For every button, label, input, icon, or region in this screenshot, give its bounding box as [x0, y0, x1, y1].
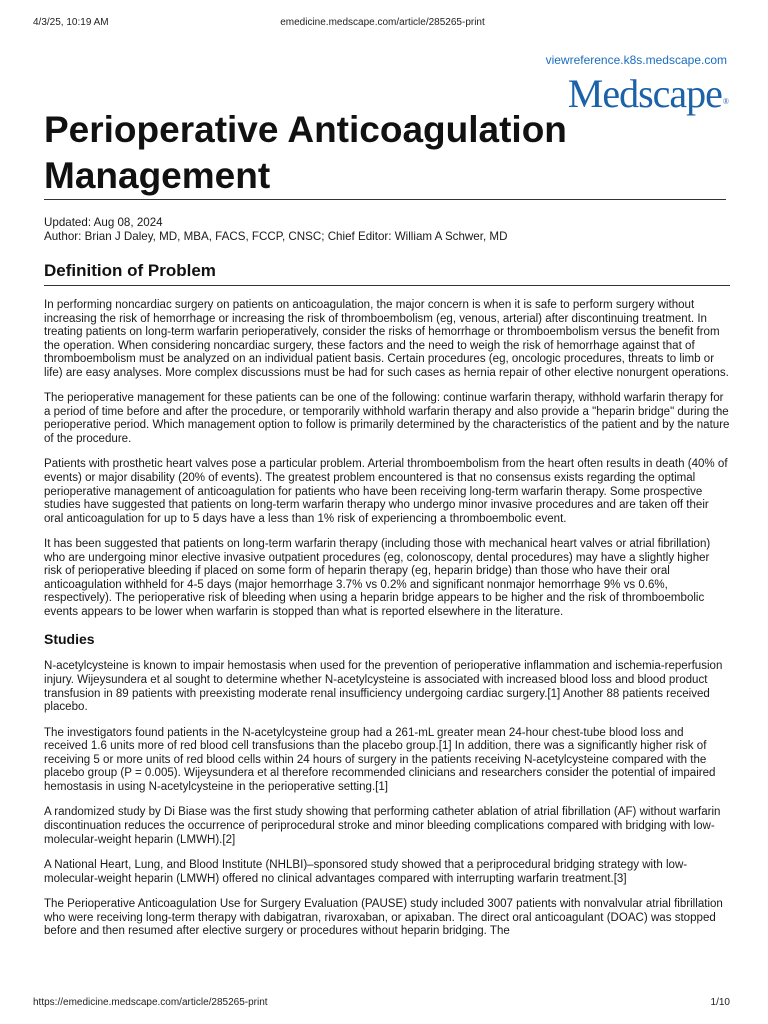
article-title: Perioperative Anticoagulation Management — [44, 109, 567, 196]
print-url: emedicine.medscape.com/article/285265-print — [280, 17, 485, 28]
paragraph: The perioperative management for these patients can be one of the following: continue warfarin therapy, withhold warfarin therapy for a period of time before and after the procedure, or temporarily withhold warfarin therapy and also provide a "heparin bridge" during the perioperative period. Which management option to follow is primarily determined by the characteristics of the patient and by the nature of the procedure. — [44, 392, 730, 445]
title-divider — [44, 199, 726, 200]
article-meta — [44, 216, 734, 244]
logo-scape: scape — [638, 71, 722, 116]
print-datetime: 4/3/25, 10:19 AM — [33, 17, 109, 28]
section-heading: Definition of Problem — [44, 261, 216, 280]
reference-link[interactable]: viewreference.k8s.medscape.com — [545, 53, 727, 67]
updated-date: Updated: Aug 08, 2024 — [44, 216, 163, 229]
logo-registered-mark: ® — [722, 97, 728, 106]
paragraph: The Perioperative Anticoagulation Use for Surgery Evaluation (PAUSE) study included 3007 patients with nonvalvular atrial fibrillation who were receiving long-term therapy with dabigatran, rivaroxaban, or apixaban. The direct oral anticoagulant (DOAC) was stopped before and then resumed after elective surgery or procedures without heparin bridging. The — [44, 898, 723, 938]
paragraph: A National Heart, Lung, and Blood Institute (NHLBI)–sponsored study showed that a periprocedural bridging strategy with low-molecular-weight heparin (LMWH) offered no clinical advantages compared with interrupting warfarin treatment.[3] — [44, 859, 688, 885]
paragraph: A randomized study by Di Biase was the first study showing that performing catheter ablation of atrial fibrillation (AF) without warfarin discontinuation reduces the occurrence of periprocedural stroke and minor bleeding complications compared with bridging with low-molecular-weight heparin (LMWH).[2] — [44, 806, 721, 846]
paragraph: It has been suggested that patients on long-term warfarin therapy (including those with mechanical heart valves or atrial fibrillation) who are undergoing minor elective invasive outpatient procedures (eg, colonoscopy, dental procedures) may have a slightly higher risk of perioperative bleeding if placed on some form of heparin therapy (eg, heparin bridge) than those who have their oral anticoagulation withheld for 4-5 days (major hemorrhage 3.7% vs 0.2% and significant nonmajor hemorrhage 9% vs 0.6%, respectively). The perioperative risk of bleeding when using a heparin bridge appears to be higher and the risk of thromboembolic events appears to be lower when warfarin is stopped than what is reported elsewhere in the literature. — [44, 538, 711, 618]
logo-med: Med — [567, 71, 639, 116]
paragraph: N-acetylcysteine is known to impair hemostasis when used for the prevention of perioperative inflammation and ischemia-reperfusion injury. Wijeysundera et al sought to determine whether N-acetylcysteine is associated with increased blood loss and blood product transfusion in 89 patients with preexisting moderate renal insufficiency undergoing cardiac surgery.[1] Another 88 patients received placebo. — [44, 660, 723, 714]
paragraph: Patients with prosthetic heart valves pose a particular problem. Arterial thromboembolism from the heart often results in death (40% of events) or major disability (20% of events). The greatest problem encountered is that no consensus exists regarding the optimal perioperative management of anticoagulation for patients who have been receiving long-term warfarin therapy. Some prospective studies have suggested that patients on long-term warfarin therapy who undergo minor invasive procedures and are taken off their oral anticoagulation for up to 5 days have a less than 1% risk of experiencing a thromboembolic event. — [44, 458, 728, 525]
paragraph: In performing noncardiac surgery on patients on anticoagulation, the major concern is when it is safe to perform surgery without increasing the risk of hemorrhage or increasing the risk of thromboembolism (eg, venous, arterial) after discontinuing treatment. In treating patients on long-term warfarin perioperatively, consider the risks of hemorrhage or thromboembolism versus the benefit from the operation. When considering noncardiac surgery, these factors and the need to weigh the risk of hemorrhage against that of thromboembolism must be analyzed on an individual patient basis. Certain procedures (eg, oncologic procedures, threats to limb or life) are easy analyses. More complex discussions must be had for such cases as hernia repair of other elective nonurgent operations. — [44, 299, 729, 379]
studies-heading: Studies — [44, 631, 95, 648]
author-line: Author: Brian J Daley, MD, MBA, FACS, FCCP, CNSC; Chief Editor: William A Schwer, MD — [44, 230, 508, 243]
page-number: 1/10 — [710, 997, 730, 1008]
footer-url: https://emedicine.medscape.com/article/285265-print — [33, 997, 268, 1008]
paragraph: The investigators found patients in the N-acetylcysteine group had a 261-mL greater mean 24-hour chest-tube blood loss and received 1.6 units more of red blood cell transfusions than the placebo group.[1] In addition, there was a significantly higher risk of receiving 5 or more units of red blood cells within 24 hours of surgery in the patients receiving N-acetylcysteine compared with the placebo group (P = 0.005). Wijeysundera et al therefore recommended clinicians and researchers consider the potential of impaired hemostasis in using N-acetylcysteine in the perioperative setting.[1] — [44, 726, 716, 793]
section-divider — [44, 285, 730, 286]
article-content — [44, 260, 730, 951]
